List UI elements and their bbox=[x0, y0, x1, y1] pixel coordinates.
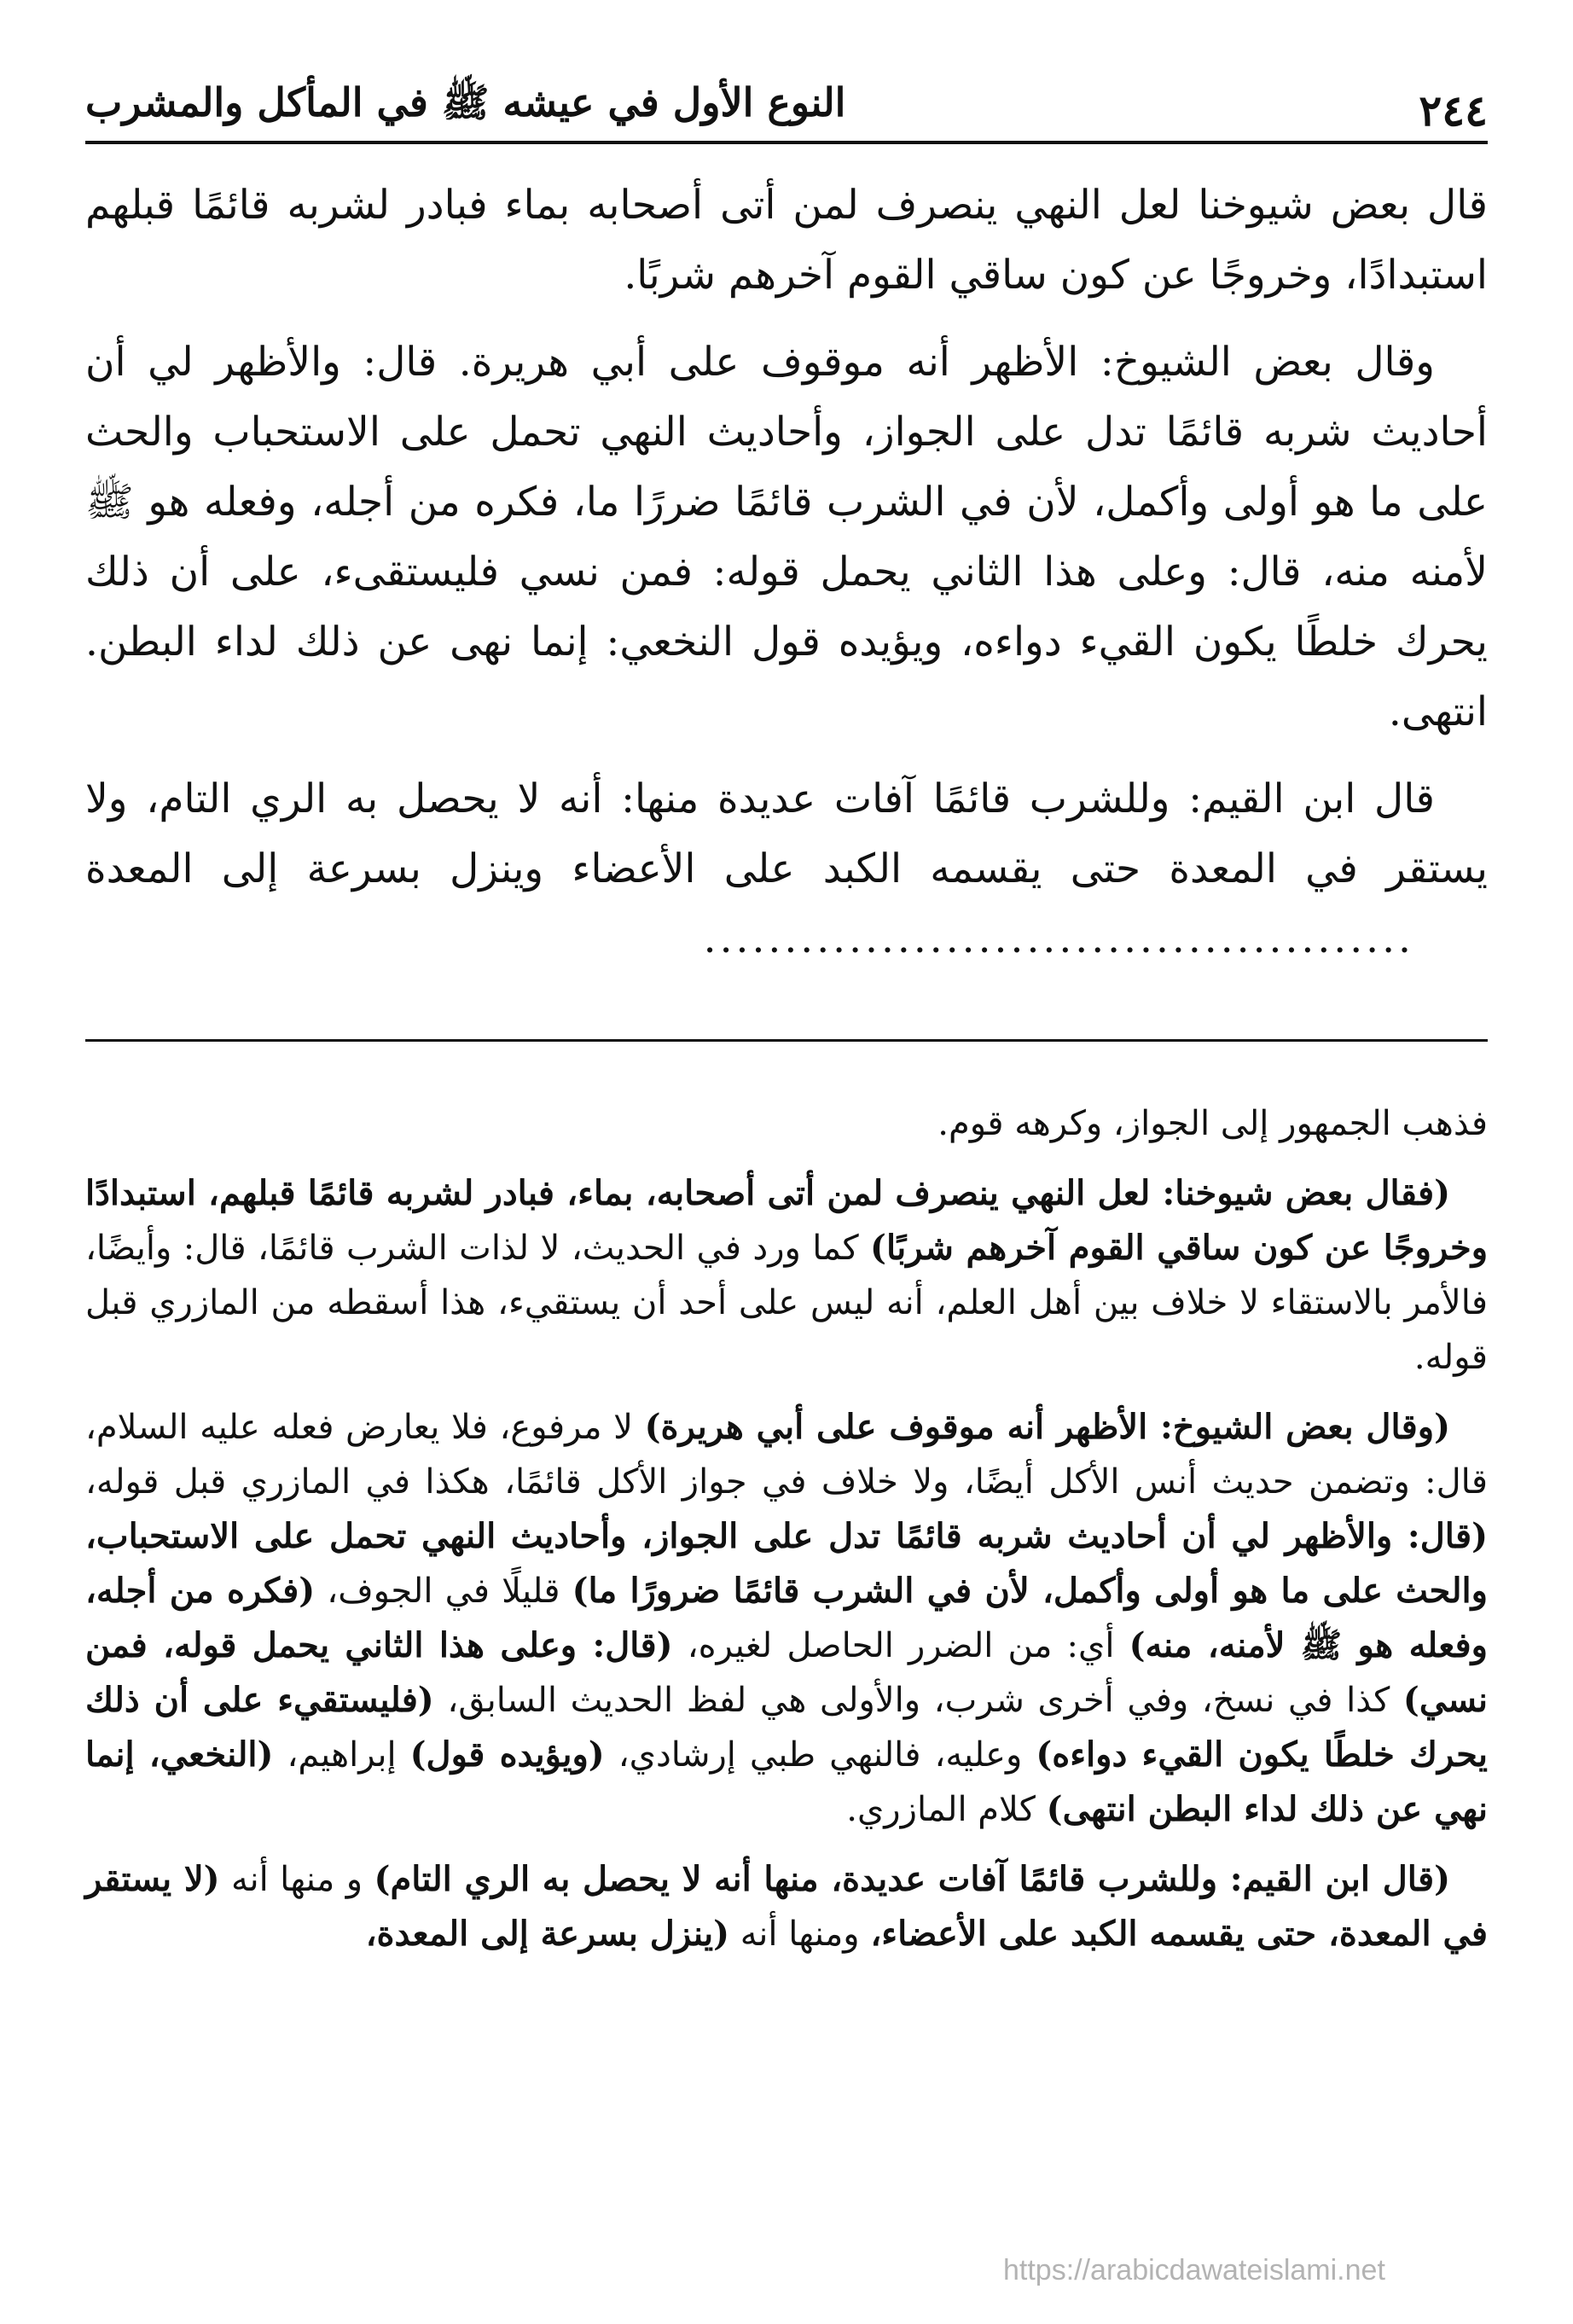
quoted-text: (وقال بعض الشيوخ: الأظهر أنه موقوف على أبي هريرة) bbox=[644, 1407, 1451, 1447]
commentary-paragraph bbox=[85, 1166, 1488, 1385]
page-number: ٢٤٤ bbox=[1419, 85, 1488, 136]
commentary-text: كما ورد في الحديث، لا لذات الشرب قائمًا، قال: وأيضًا، فالأمر بالاستقاء لا خلاف بين أهل العلم، أنه ليس على أحد أن يستقيء، هذا أسقطه من المازري قبل قوله. bbox=[85, 1229, 1488, 1377]
main-text bbox=[85, 171, 1488, 991]
watermark-url: https://arabicdawateislami.net bbox=[1003, 2254, 1385, 2286]
quoted-text: (ينزل بسرعة إلى المعدة، bbox=[365, 1914, 730, 1954]
quoted-text: (فكره من أجله، وفعله هو ﷺ لأمنه، منه) bbox=[85, 1571, 1488, 1665]
page-header bbox=[85, 81, 1488, 144]
commentary-text: كلام المازري. bbox=[846, 1790, 1036, 1829]
quoted-text: (فقال بعض شيوخنا: لعل النهي ينصرف لمن أتى أصحابه، بماء، فبادر لشربه قائمًا قبلهم، استبدادًا وخروجًا عن كون ساقي القوم آخرهم شربًا) bbox=[85, 1173, 1489, 1268]
main-paragraph: قال بعض شيوخنا لعل النهي ينصرف لمن أتى أصحابه بماء فبادر لشربه قائمًا قبلهم استبدادًا، وخروجًا عن كون ساقي القوم آخرهم شربًا. bbox=[85, 182, 1488, 299]
quoted-text: (قال ابن القيم: وللشرب قائمًا آفات عديدة، منها أنه لا يحصل به الري التام) bbox=[374, 1859, 1451, 1899]
continuation-dots: ............................................ bbox=[703, 915, 1414, 962]
commentary-paragraph bbox=[85, 1400, 1488, 1837]
commentary-text: قليلًا في الجوف، bbox=[327, 1572, 560, 1611]
quoted-text: (لا يستقر في المعدة، حتى يقسمه الكبد على الأعضاء، bbox=[85, 1859, 1488, 1954]
quoted-text: (قال: وعلى هذا الثاني يحمل قوله، فمن نسي) bbox=[85, 1625, 1489, 1720]
commentary-paragraph: فذهب الجمهور إلى الجواز، وكرهه قوم. bbox=[937, 1104, 1488, 1143]
running-title: النوع الأول في عيشه ﷺ في المأكل والمشرب bbox=[85, 79, 846, 125]
commentary-text: وعليه، فالنهي طبي إرشادي، bbox=[618, 1735, 1023, 1775]
commentary-text: إبراهيم، bbox=[287, 1735, 397, 1775]
quoted-text: (النخعي، إنما نهي عن ذلك لداء البطن انتهى) bbox=[85, 1734, 1488, 1829]
commentary-text: أي: من الضرر الحاصل لغيره، bbox=[687, 1626, 1115, 1665]
commentary-text: ومنها أنه bbox=[740, 1914, 860, 1954]
footnote-divider bbox=[85, 1039, 1488, 1042]
quoted-text: (فليستقيء على أن ذلك يحرك خلطًا يكون القيء دواءه) bbox=[85, 1680, 1489, 1775]
commentary-text: و منها أنه bbox=[231, 1860, 363, 1899]
quoted-text: (قال: والأظهر لي أن أحاديث شربه قائمًا تدل على الجواز، وأحاديث النهي تحمل على الاستحباب، والحث على ما هو أولى وأكمل، لأن في الشرب قائمًا ضرورًا ما) bbox=[85, 1516, 1488, 1611]
commentary-text: كذا في نسخ، وفي أخرى شرب، والأولى هي لفظ الحديث السابق، bbox=[447, 1681, 1390, 1720]
main-paragraph: وقال بعض الشيوخ: الأظهر أنه موقوف على أبي هريرة. قال: والأظهر لي أن أحاديث شربه قائمًا تدل على الجواز، وأحاديث النهي تحمل على الاستحباب والحث على ما هو أولى وأكمل، لأن في الشرب قائمًا ضررًا ما، فكره من أجله، وفعله هو ﷺ لأمنه منه، قال: وعلى هذا الثاني يحمل قوله: فمن نسي فليستقىء، على أن ذلك يحرك خلطًا يكون القيء دواءه، ويؤيده قول النخعي: إنما نهى عن ذلك لداء البطن. انتهى. bbox=[85, 339, 1488, 735]
quoted-text: (ويؤيده قول) bbox=[409, 1734, 605, 1775]
commentary-paragraph bbox=[85, 1852, 1488, 1961]
commentary-text: لا مرفوع، فلا يعارض فعله عليه السلام، قال: وتضمن حديث أنس الأكل أيضًا، ولا خلاف في جواز الأكل قائمًا، هكذا في المازري قبل قوله، bbox=[85, 1408, 1488, 1502]
main-paragraph-text: قال ابن القيم: وللشرب قائمًا آفات عديدة منها: أنه لا يحصل به الري التام، ولا يستقر في المعدة حتى يقسمه الكبد على الأعضاء وينزل بسرعة إلى المعدة bbox=[85, 776, 1488, 892]
commentary bbox=[85, 1096, 1488, 1977]
main-paragraph bbox=[85, 764, 1488, 974]
